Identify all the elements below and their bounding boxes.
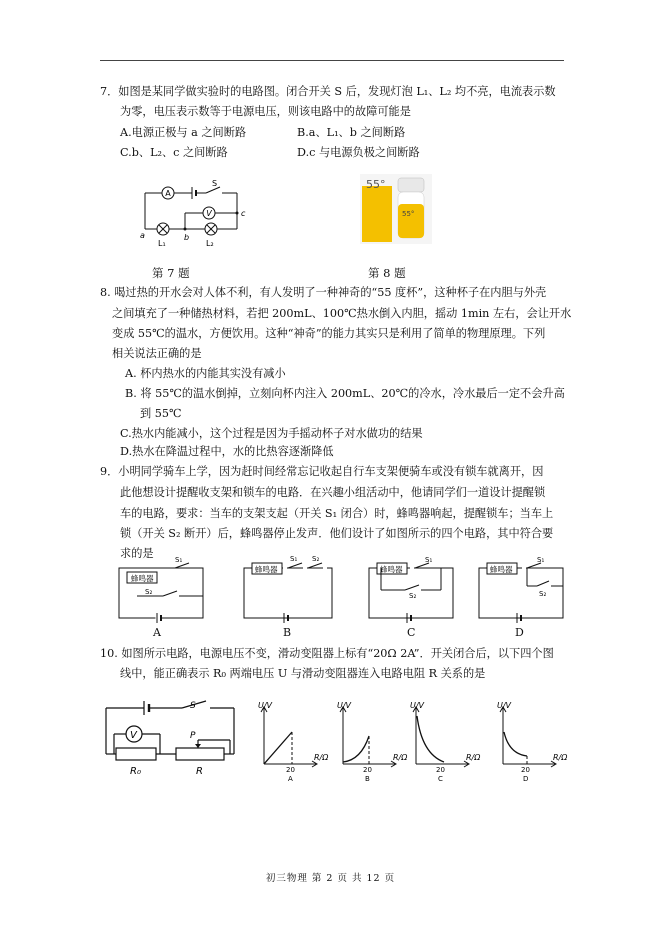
q10-stem-line1: 10. 如图所示电路，电源电压不变，滑动变阻器上标有“20Ω 2A”．开关闭合后，以下四个图 (100, 647, 554, 660)
q7-circuit-diagram (140, 178, 260, 250)
q10c-ylabel: U/V (410, 701, 425, 710)
q10a-ylabel: U/V (258, 701, 273, 710)
q7-point-c: c (241, 209, 246, 218)
q9-circuit-d (477, 556, 565, 622)
q7-ammeter-label: A (165, 189, 171, 198)
q10a-tick: 20 (286, 766, 295, 774)
q9-circuit-a (117, 556, 205, 622)
q10a-label: A (288, 775, 293, 783)
q10b-label: B (365, 775, 370, 783)
q10b-tick: 20 (363, 766, 372, 774)
q8-option-b-line2: 到 55℃ (140, 407, 182, 420)
q10-voltmeter-label: V (130, 730, 137, 741)
q10-r0-label: R₀ (130, 766, 141, 777)
q10-r-label: R (196, 766, 203, 777)
q10-switch-label: S (190, 701, 196, 711)
q10d-label: D (523, 775, 529, 783)
q9-label-b: B (283, 626, 292, 639)
q9-label-a: A (153, 626, 161, 639)
q7-point-b: b (184, 233, 190, 242)
q7-lamp1-label: L₁ (158, 239, 166, 248)
q10d-ylabel: U/V (497, 701, 512, 710)
q10c-label: C (438, 775, 443, 783)
q7-option-d: D.c 与电源负极之间断路 (297, 146, 420, 159)
q8-option-d: D.热水在降温过程中，水的比热容逐渐降低 (120, 445, 334, 458)
q7-point-a: a (140, 231, 145, 240)
q8-stem-line1: 8. 喝过热的开水会对人体不利，有人发明了一种神奇的“55 度杯”，这种杯子在内胆与外壳 (100, 286, 547, 299)
q8-stem-line3: 变成 55℃的温水，方便饮用。这种“神奇”的能力其实只是利用了简单的物理原理。下列 (112, 327, 546, 340)
q8-option-c: C.热水内能减小，这个过程是因为手摇动杯子对水做功的结果 (120, 427, 423, 440)
q9d-buzzer-label: 蜂鸣器 (490, 565, 513, 574)
q10b-xlabel: R/Ω (393, 753, 408, 762)
q10b-ylabel: U/V (337, 701, 352, 710)
q9a-s1-label: S₁ (175, 556, 183, 564)
q9-circuit-c (367, 556, 455, 622)
page-footer: 初三物理 第 2 页 共 12 页 (265, 873, 396, 884)
q10d-xlabel: R/Ω (553, 753, 568, 762)
q9-label-c: C (407, 626, 416, 639)
q9b-s1-label: S₁ (290, 555, 298, 563)
q8-option-b-line1: B. 将 55℃的温水倒掉，立刻向杯内注入 200mL、20℃的冷水，冷水最后一定不会升高 (125, 387, 565, 400)
q8-option-a: A. 杯内热水的内能其实没有减小 (125, 367, 286, 380)
q7-stem-line2: 为零，电压表示数等于电源电压，则该电路中的故障可能是 (120, 105, 411, 118)
q8-cup-label-right: 55° (402, 210, 415, 218)
q8-stem-line4: 相关说法正确的是 (112, 347, 202, 360)
q7-caption: 第 7 题 (152, 266, 190, 280)
q9-stem-line2: 此他想设计提醒收支架和锁车的电路．在兴趣小组活动中，他请同学们一道设计提醒锁 (120, 486, 546, 499)
q8-cup-image (360, 174, 432, 244)
q9-label-d: D (515, 626, 524, 639)
q7-option-a: A.电源正极与 a 之间断路 (120, 126, 247, 139)
q8-caption: 第 8 题 (368, 266, 406, 280)
q9b-s2-label: S₂ (312, 555, 320, 563)
q9c-s1-label: S₁ (425, 556, 433, 564)
q9-circuit-b (242, 555, 334, 622)
q7-voltmeter-label: V (206, 209, 212, 218)
q10-graph-c (408, 702, 486, 782)
q10-stem-line2: 线中，能正确表示 R₀ 两端电压 U 与滑动变阻器连入电路电阻 R 关系的是 (120, 667, 486, 680)
q9a-s2-label: S₂ (145, 588, 153, 596)
q9c-s2-label: S₂ (409, 592, 417, 600)
q9-stem-line5: 求的是 (120, 547, 154, 560)
q8-cup-label-left: 55° (366, 178, 386, 191)
q9d-s1-label: S₁ (537, 556, 545, 564)
q10c-tick: 20 (436, 766, 445, 774)
q7-switch-label: S (212, 179, 218, 188)
q9c-buzzer-label: 蜂鸣器 (380, 565, 403, 574)
q7-stem-line1: 7．如图是某同学做实验时的电路图。闭合开关 S 后，发现灯泡 L₁、L₂ 均不亮，电流表示数 (100, 85, 556, 98)
q10-graph-a (256, 702, 334, 782)
q10a-xlabel: R/Ω (314, 753, 329, 762)
q10-graph-d (495, 702, 573, 782)
q7-option-b: B.a、L₁、b 之间断路 (297, 126, 406, 139)
q9d-s2-label: S₂ (539, 590, 547, 598)
q9b-buzzer-label: 蜂鸣器 (255, 565, 278, 574)
q8-stem-line2: 之间填充了一种储热材料，若把 200mL、100℃热水倒入内胆，摇动 1min 左右，会让开水 (112, 307, 572, 320)
q9-stem-line3: 车的电路，要求：当车的支架支起（开关 S₁ 闭合）时，蜂鸣器响起，提醒锁车；当车上 (120, 507, 554, 520)
q7-lamp2-label: L₂ (206, 239, 214, 248)
q7-option-c: C.b、L₂、c 之间断路 (120, 146, 228, 159)
q10-graph-b (335, 702, 413, 782)
header-rule (100, 60, 564, 61)
q10d-tick: 20 (521, 766, 530, 774)
q9a-buzzer-label: 蜂鸣器 (131, 574, 154, 583)
q9-stem-line1: 9．小明同学骑车上学，因为赶时间经常忘记收起自行车支架便骑车或没有锁车就离开，因 (100, 465, 544, 478)
q10-circuit-diagram (100, 700, 240, 778)
q10c-xlabel: R/Ω (466, 753, 481, 762)
q9-stem-line4: 锁（开关 S₂ 断开）后，蜂鸣器停止发声．他们设计了如图所示的四个电路，其中符合要 (120, 527, 554, 540)
q10-slider-label: P (190, 731, 196, 741)
